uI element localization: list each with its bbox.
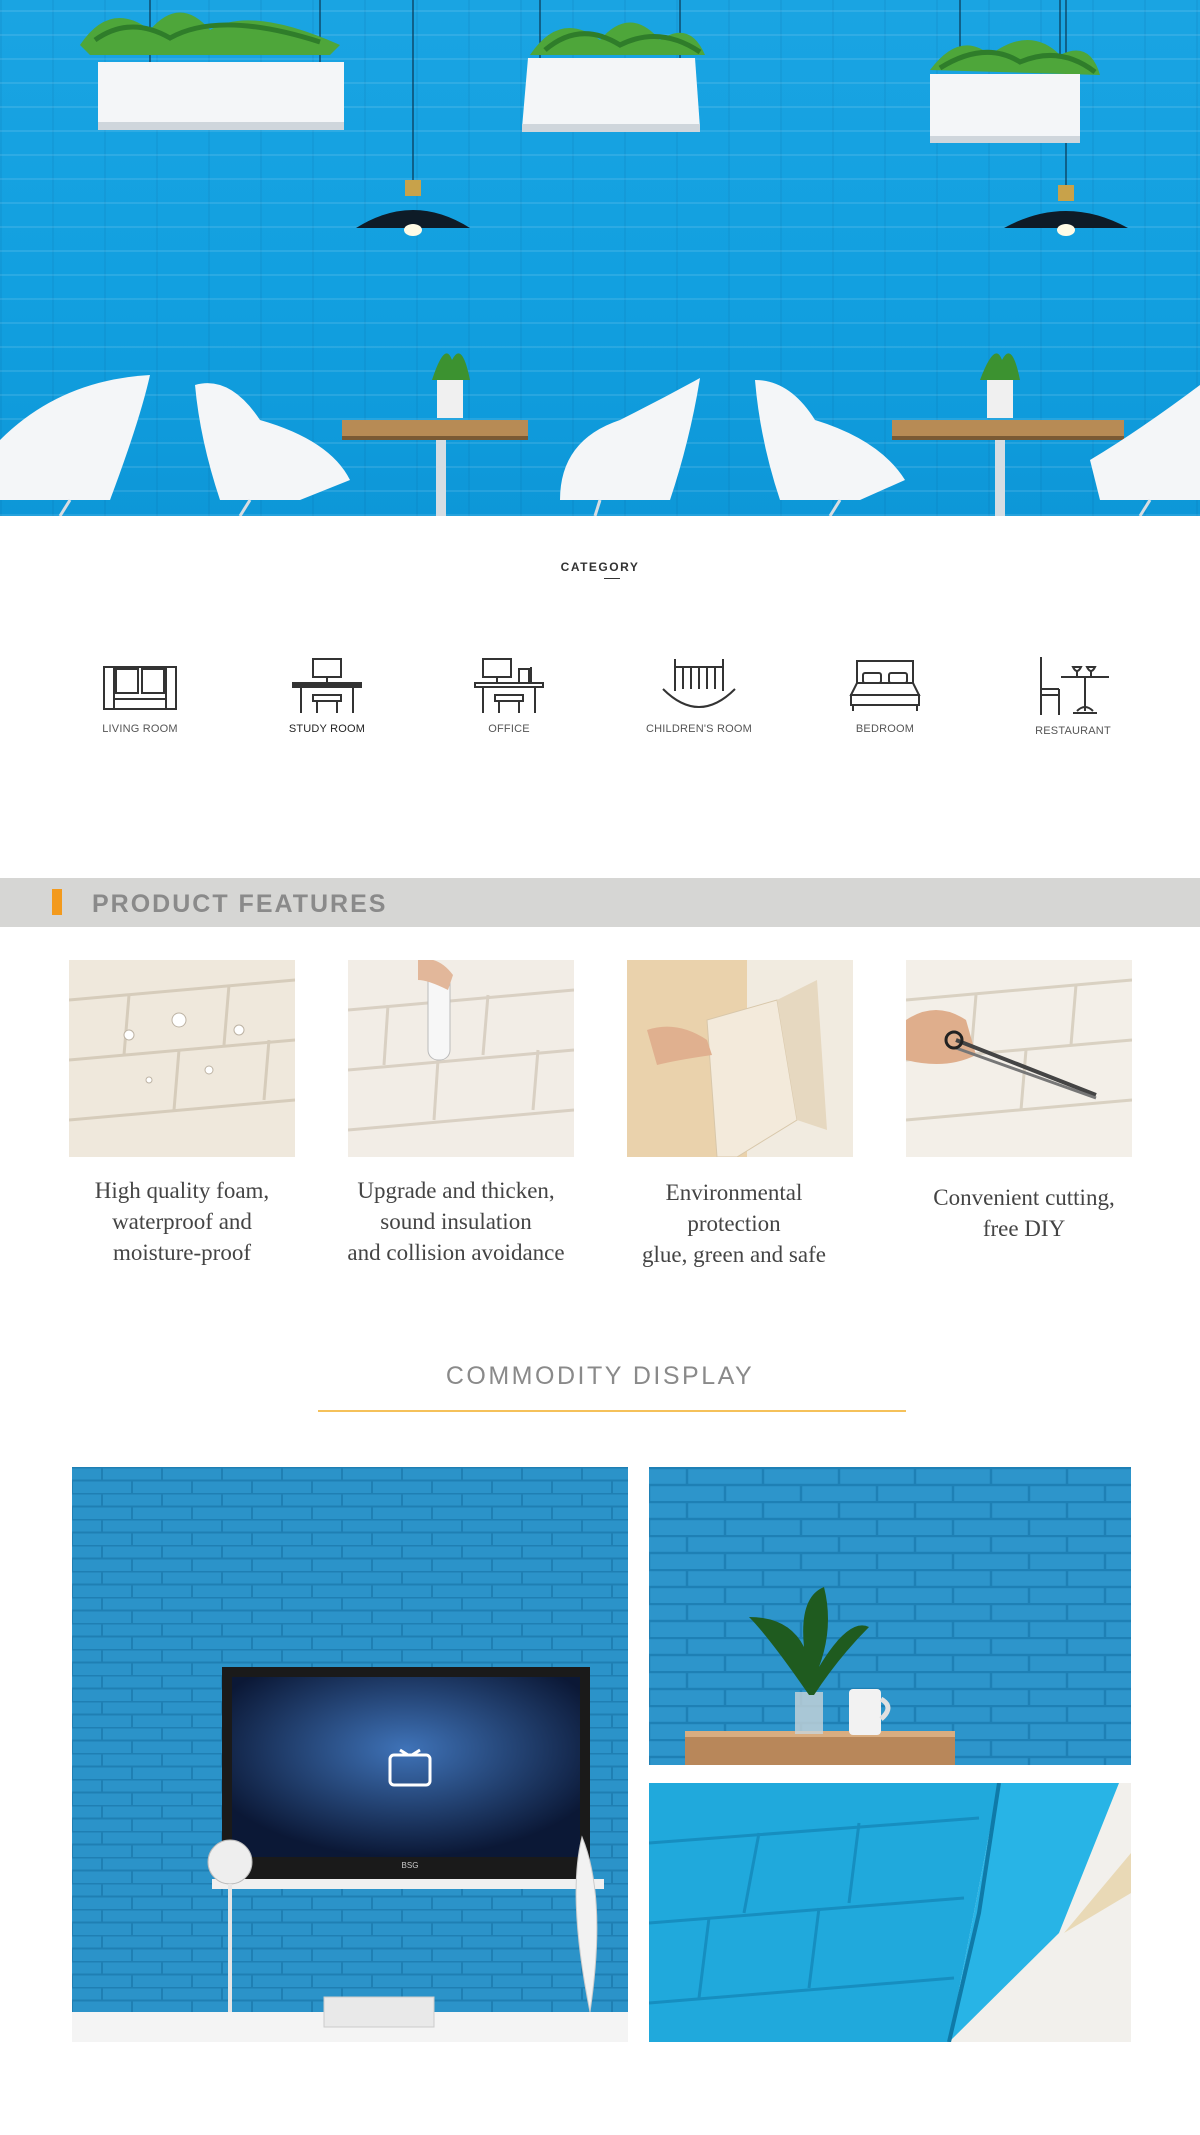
display-image-tv-wall xyxy=(72,1467,628,2042)
feature-text-thicken xyxy=(316,1175,596,1268)
section-accent-mark xyxy=(52,889,62,915)
feature-text-cutting xyxy=(884,1182,1164,1244)
hanging-planter-center xyxy=(522,23,705,133)
feature-line: Environmental xyxy=(665,1180,803,1205)
dining-set-icon xyxy=(1033,655,1113,717)
category-bedroom[interactable] xyxy=(810,655,960,735)
feature-line: waterproof and xyxy=(112,1209,252,1234)
feature-line: Upgrade and thicken, xyxy=(357,1178,555,1203)
cafe-table-left xyxy=(342,353,528,516)
hanging-planter-left xyxy=(80,13,344,131)
feature-line: moisture-proof xyxy=(113,1240,251,1265)
tv-brand-label: BSG xyxy=(401,1861,419,1870)
category-label: RESTAURANT xyxy=(1035,725,1111,737)
category-living-room[interactable] xyxy=(65,655,215,735)
product-features-heading: PRODUCT FEATURES xyxy=(92,890,388,918)
feature-image-glue xyxy=(627,960,853,1157)
crib-icon xyxy=(659,655,739,715)
cafe-scene-illustration xyxy=(0,0,1200,516)
pendant-lamp-right xyxy=(1004,185,1128,236)
cafe-table-right xyxy=(892,353,1124,516)
category-label: CHILDREN'S ROOM xyxy=(646,723,752,735)
feature-line: sound insulation xyxy=(380,1209,532,1234)
category-label: LIVING ROOM xyxy=(102,723,178,735)
office-desk-icon xyxy=(469,655,549,715)
hero-banner xyxy=(0,0,1200,516)
feature-line: Convenient cutting, xyxy=(933,1185,1115,1210)
category-label: OFFICE xyxy=(488,723,530,735)
category-heading: CATEGORY xyxy=(560,560,640,574)
feature-image-thicken xyxy=(348,960,574,1157)
feature-text-waterproof xyxy=(42,1175,322,1268)
display-image-plant-table xyxy=(649,1467,1131,1765)
commodity-display-heading: COMMODITY DISPLAY xyxy=(445,1362,755,1390)
pendant-lamp-left xyxy=(356,180,470,236)
feature-line: High quality foam, xyxy=(94,1178,270,1203)
feature-line: free DIY xyxy=(982,1216,1066,1241)
feature-text-glue xyxy=(594,1177,874,1270)
hanging-planter-right xyxy=(930,40,1100,143)
feature-image-cutting xyxy=(906,960,1132,1157)
category-heading-underline xyxy=(604,578,620,579)
category-childrens-room[interactable] xyxy=(624,655,774,735)
display-image-folded-panel xyxy=(649,1783,1131,2042)
feature-line: glue, green and safe xyxy=(642,1242,826,1267)
category-label: STUDY ROOM xyxy=(288,723,366,735)
feature-line: protection xyxy=(687,1211,781,1236)
sofa-icon xyxy=(100,655,180,715)
category-label: BEDROOM xyxy=(855,723,915,735)
category-restaurant[interactable] xyxy=(998,655,1148,737)
category-study-room[interactable] xyxy=(252,655,402,735)
bed-icon xyxy=(845,655,925,715)
commodity-heading-underline xyxy=(318,1410,906,1412)
category-office[interactable] xyxy=(434,655,584,735)
feature-image-waterproof xyxy=(69,960,295,1157)
study-desk-icon xyxy=(287,655,367,715)
feature-line: and collision avoidance xyxy=(347,1240,565,1265)
